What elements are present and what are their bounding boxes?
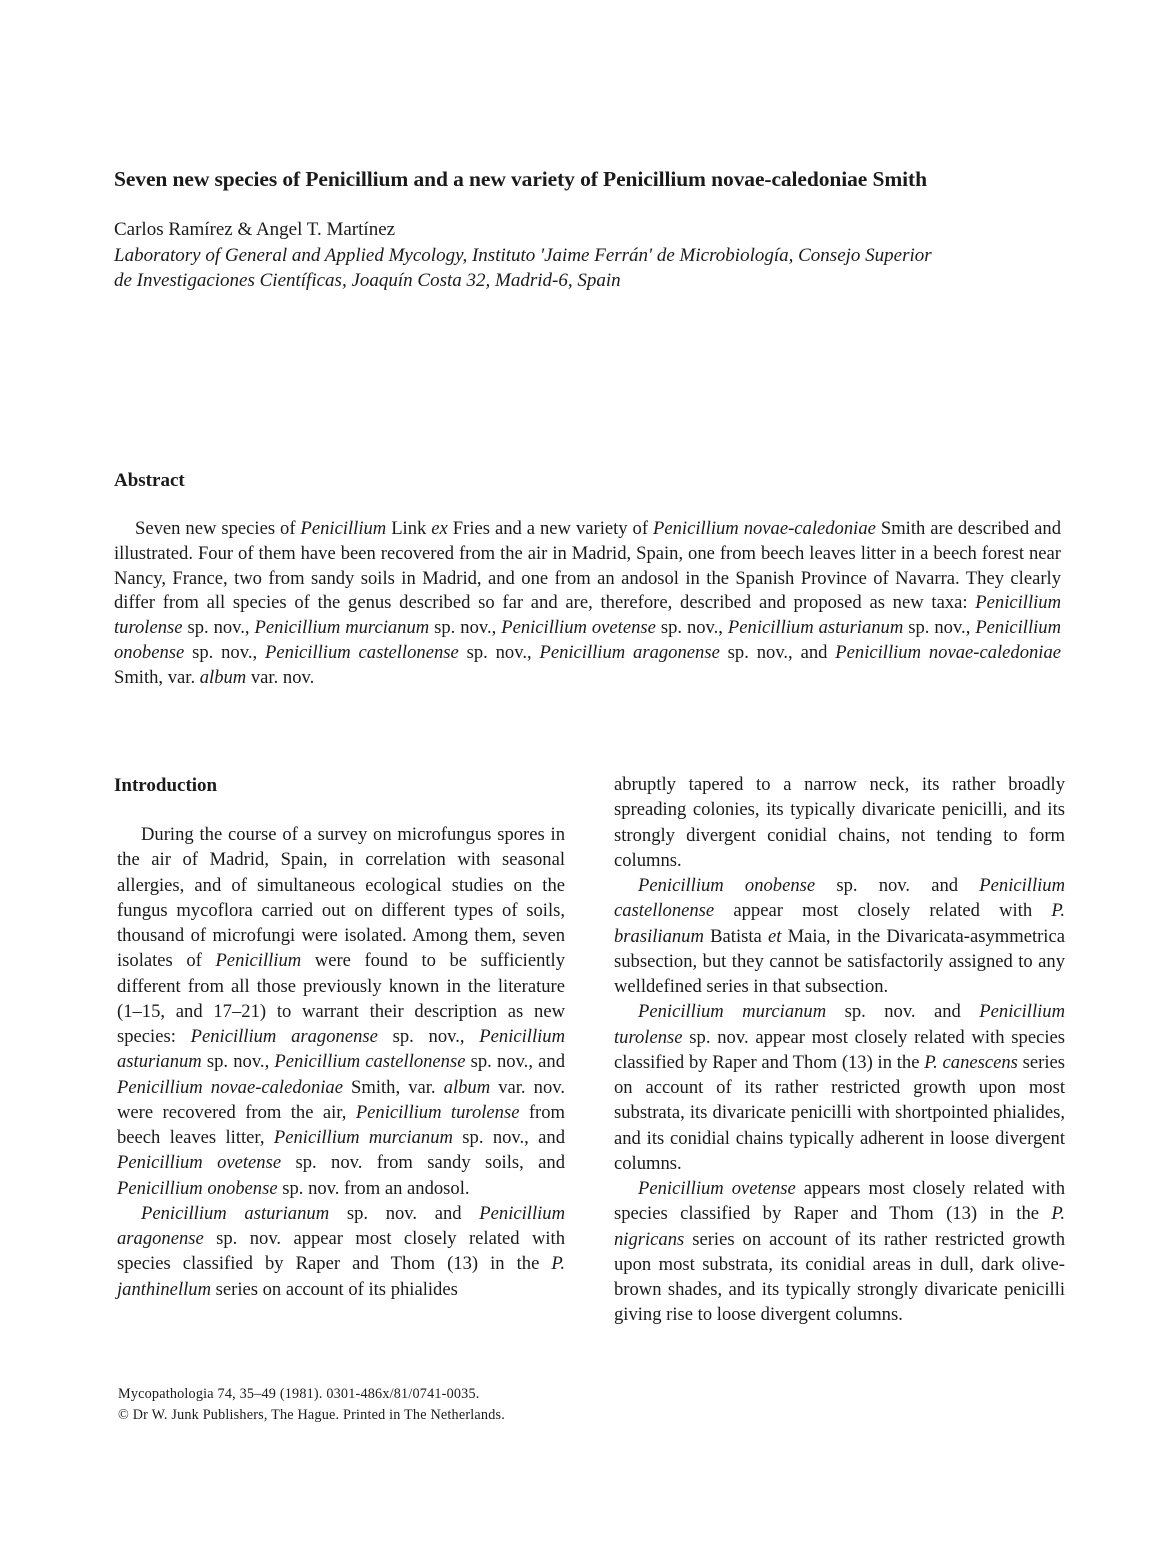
italic-term: Penicillium (300, 518, 387, 539)
affiliation (114, 243, 1074, 293)
italic-term: Penicillium turolense (355, 1101, 520, 1123)
affiliation-line: de Investigaciones Científicas, Joaquín Costa 32, Madrid-6, Spain (114, 270, 621, 291)
abstract-heading: Abstract (114, 470, 185, 491)
italic-term: Penicillium murcianum (273, 1127, 453, 1148)
italic-term: P. janthinellum (117, 1253, 565, 1300)
text-run: sp. nov., (458, 641, 540, 663)
italic-term: Penicillium (215, 950, 302, 972)
italic-term: album (443, 1076, 491, 1098)
text-run: Link (386, 518, 432, 539)
text-run: sp. nov., (201, 1051, 275, 1073)
journal-footer (118, 1384, 608, 1426)
italic-term: Penicillium murcianum (254, 617, 430, 639)
text-run: sp. nov., and (465, 1051, 565, 1073)
text-run: During the course of a survey on microfungus spores in the air of Madrid, Spain, in correlation with seasonal allergies, and of simultaneous ecological studies on the fungus mycoflora carried out on different types of soils, thousand of microfungi were isolated. Among them, seven isolates of (117, 824, 565, 972)
authors: Carlos Ramírez & Angel T. Martínez (114, 219, 396, 240)
abstract-paragraph (114, 517, 1061, 691)
text-run: sp. nov. and (826, 1001, 980, 1023)
italic-term: Penicillium asturianum (141, 1202, 330, 1224)
text-run: sp. nov., (903, 617, 976, 639)
italic-term: Penicillium ovetense (117, 1152, 282, 1174)
text-run: sp. nov. appear most closely related with species classified by Raper and Thom (13) in the (614, 1026, 1065, 1073)
italic-term: Penicillium ovetense (638, 1178, 796, 1199)
text-run: series on account of its rather restricted growth upon most substrata, its conidial areas in dull, dark olive-brown shades, and its typically strongly divaricate penicilli giving rise to loose divergent columns. (614, 1228, 1065, 1326)
italic-term: P. nigricans (614, 1203, 1065, 1250)
text-run: from beech leaves litter, (117, 1101, 566, 1148)
italic-term: P. brasilianum (614, 900, 1065, 947)
text-run: sp. nov., (377, 1026, 480, 1047)
italic-term: Penicillium castellonense (264, 641, 459, 663)
text-run: abruptly tapered to a narrow neck, its rather broadly spreading colonies, its typically divaricate penicilli, and its strongly divergent conidial chains, not tending to form columns. (614, 774, 1065, 871)
text-run: sp. nov. from sandy soils, and (281, 1152, 565, 1174)
text-run: series on account of its phialides (211, 1278, 458, 1300)
text-run: var. nov. were recovered from the air, (117, 1076, 565, 1123)
italic-term: Penicillium turolense (614, 1001, 1066, 1048)
introduction-heading: Introduction (114, 775, 218, 796)
italic-term: et (768, 925, 782, 947)
body-paragraph (117, 1201, 565, 1302)
text-run: Maia, in the Divaricata-asymmetrica subsection, but they cannot be satisfactorily assigned to any welldefined series in that subsection. (614, 925, 1065, 997)
text-run: sp. nov., and (452, 1127, 566, 1148)
text-run: sp. nov. and (329, 1202, 480, 1224)
text-run: sp. nov., and (719, 641, 836, 663)
body-paragraph (614, 772, 1065, 873)
italic-term: Penicillium castellonense (274, 1051, 466, 1073)
italic-term: album (199, 666, 247, 688)
italic-term: Penicillium novae-caledoniae (835, 641, 1062, 663)
italic-term: Penicillium murcianum (638, 1001, 827, 1023)
copyright-line: © Dr W. Junk Publishers, The Hague. Printed in The Netherlands. (118, 1407, 505, 1423)
italic-term: Penicillium novae-caledoniae (117, 1076, 343, 1098)
italic-term: Penicillium aragonense (539, 641, 720, 663)
text-run: sp. nov., (429, 617, 502, 639)
text-run: Smith, var. (114, 666, 200, 688)
italic-term: Penicillium onobense (117, 1177, 278, 1199)
text-run: sp. nov., (184, 641, 265, 663)
affiliation-line: Laboratory of General and Applied Mycology, Instituto 'Jaime Ferrán' de Microbiología, Consejo Superior (114, 245, 932, 266)
italic-term: Penicillium turolense (114, 592, 1061, 639)
text-run: Seven new species of (135, 518, 301, 539)
body-paragraph (614, 999, 1065, 1176)
italic-term: Penicillium asturianum (117, 1026, 566, 1073)
paper-title: Seven new species of Penicillium and a new variety of Penicillium novae-caledoniae Smith (114, 167, 927, 191)
italic-term: Penicillium castellonense (614, 875, 1065, 922)
italic-term: Penicillium onobense (114, 617, 1062, 663)
text-run: sp. nov. from an andosol. (277, 1177, 470, 1199)
body-paragraph (117, 822, 565, 1201)
italic-term: ex (431, 518, 448, 539)
text-run: sp. nov. appear most closely related with species classified by Raper and Thom (13) in the (117, 1228, 565, 1275)
text-run: sp. nov., (182, 617, 255, 639)
text-run: series on account of its rather restricted growth upon most substrata, its divaricate penicilli with shortpointed phialides, and its conidial chains typically adherent in loose divergent columns. (614, 1051, 1065, 1174)
citation-line: Mycopathologia 74, 35–49 (1981). 0301-486x/81/0741-0035. (118, 1386, 480, 1402)
text-run: appears most closely related with species classified by Raper and Thom (13) in the (614, 1178, 1065, 1225)
italic-term: Penicillium aragonense (190, 1026, 378, 1047)
body-paragraph (614, 873, 1065, 999)
italic-term: Penicillium onobense (638, 875, 816, 896)
introduction-left-column (117, 822, 565, 1302)
text-run: var. nov. (246, 666, 315, 688)
text-run: sp. nov. and (815, 875, 980, 896)
abstract (114, 517, 1061, 691)
italic-term: Penicillium ovetense (501, 617, 656, 639)
text-run: sp. nov., (655, 617, 728, 639)
body-paragraph (614, 1176, 1065, 1328)
text-run: Batista (703, 925, 768, 947)
italic-term: P. canescens (924, 1051, 1018, 1073)
italic-term: Penicillium novae-caledoniae (653, 518, 876, 539)
text-run: Smith are described and illustrated. Four of them have been recovered from the air in Madrid, Spain, one from beech leaves litter in a beech forest near Nancy, France, two from sandy soils in Madrid, and one from an andosol in the Spanish Province of Navarra. They clearly differ from all species of the genus described so far and are, therefore, described and proposed as new taxa: (114, 518, 1061, 614)
text-run: Smith, var. (342, 1076, 444, 1098)
introduction-right-column (614, 772, 1065, 1328)
text-run: appear most closely related with (714, 900, 1052, 922)
text-run: Fries and a new variety of (447, 518, 654, 539)
italic-term: Penicillium asturianum (727, 617, 904, 639)
text-run: were found to be sufficiently different from all those previously known in the literature (1–15, and 17–21) to warrant their description as new species: (117, 950, 565, 1047)
italic-term: Penicillium aragonense (117, 1202, 565, 1249)
